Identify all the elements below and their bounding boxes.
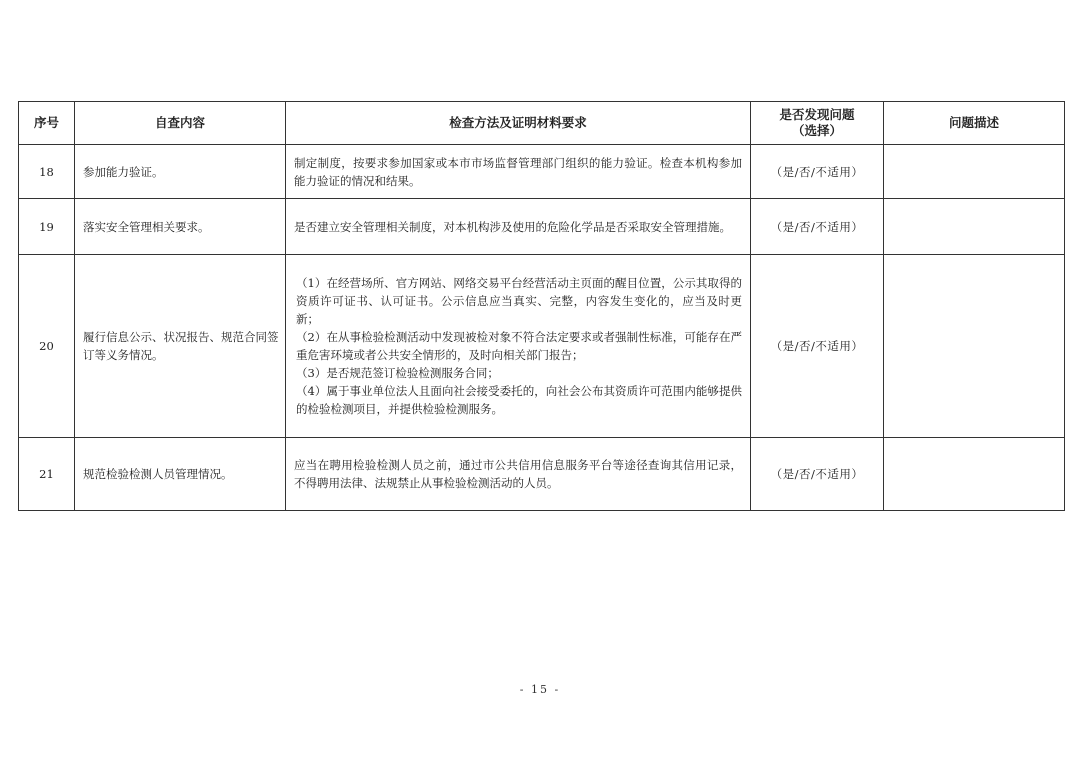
table-row xyxy=(19,255,1065,438)
header-found-line1: 是否发现问题 xyxy=(779,107,855,122)
row-content: 参加能力验证。 xyxy=(75,145,286,199)
row-content: 规范检验检测人员管理情况。 xyxy=(75,438,286,511)
table-row xyxy=(19,199,1065,255)
row-content: 履行信息公示、状况报告、规范合同签订等义务情况。 xyxy=(75,255,286,438)
header-description: 问题描述 xyxy=(884,102,1065,145)
row-index: 19 xyxy=(19,199,75,255)
method-item-2: （2）在从事检验检测活动中发现被检对象不符合法定要求或者强制性标准，可能存在严重危害环境或者公共安全情形的，及时向相关部门报告； xyxy=(296,330,742,362)
self-inspection-table xyxy=(18,101,1065,511)
row-index: 18 xyxy=(19,145,75,199)
row-index: 21 xyxy=(19,438,75,511)
row-method xyxy=(286,255,751,438)
row-selection[interactable]: （是/否/不适用） xyxy=(751,438,884,511)
row-description[interactable] xyxy=(884,199,1065,255)
row-method xyxy=(286,438,751,511)
table-row xyxy=(19,145,1065,199)
row-description[interactable] xyxy=(884,145,1065,199)
header-content: 自查内容 xyxy=(75,102,286,145)
row-method xyxy=(286,199,751,255)
page-number: - 15 - xyxy=(519,683,561,696)
header-index: 序号 xyxy=(19,102,75,145)
method-item-3: （3）是否规范签订检验检测服务合同； xyxy=(296,366,499,380)
row-description[interactable] xyxy=(884,255,1065,438)
row-method xyxy=(286,145,751,199)
method-paragraph: 应当在聘用检验检测人员之前，通过市公共信用信息服务平台等途径查询其信用记录，不得聘用法律、法规禁止从事检验检测活动的人员。 xyxy=(294,458,742,490)
row-content: 落实安全管理相关要求。 xyxy=(75,199,286,255)
header-found-line2: （选择） xyxy=(791,123,842,138)
row-selection[interactable]: （是/否/不适用） xyxy=(751,145,884,199)
method-paragraph: 是否建立安全管理相关制度，对本机构涉及使用的危险化学品是否采取安全管理措施。 xyxy=(294,219,731,234)
table-header-row xyxy=(19,102,1065,145)
method-item-4: （4）属于事业单位法人且面向社会接受委托的，向社会公布其资质许可范围内能够提供的检验检测项目，并提供检验检测服务。 xyxy=(296,384,742,416)
row-selection[interactable]: （是/否/不适用） xyxy=(751,255,884,438)
header-found xyxy=(751,102,884,145)
table-row xyxy=(19,438,1065,511)
row-index: 20 xyxy=(19,255,75,438)
header-method: 检查方法及证明材料要求 xyxy=(286,102,751,145)
method-item-1: （1）在经营场所、官方网站、网络交易平台经营活动主页面的醒目位置，公示其取得的资质许可证书、认可证书。公示信息应当真实、完整，内容发生变化的，应当及时更新； xyxy=(296,276,742,326)
method-paragraph: 制定制度，按要求参加国家或本市市场监督管理部门组织的能力验证。检查本机构参加能力验证的情况和结果。 xyxy=(294,155,742,188)
row-selection[interactable]: （是/否/不适用） xyxy=(751,199,884,255)
row-description[interactable] xyxy=(884,438,1065,511)
